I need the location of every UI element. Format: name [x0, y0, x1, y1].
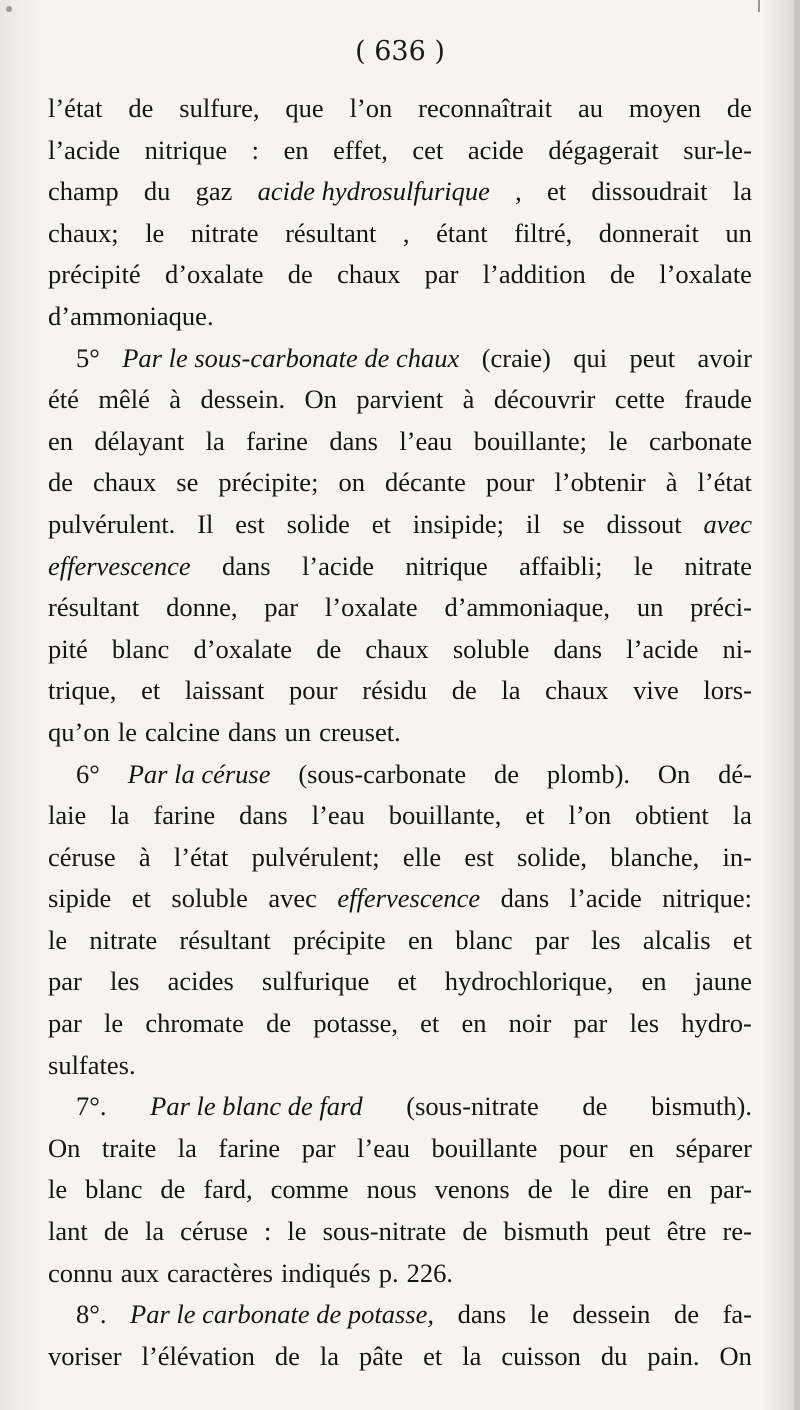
- text-line: pité blanc d’oxalate de chaux soluble dans l’acide ni-: [48, 633, 752, 664]
- italic-term: effervescence: [337, 883, 481, 914]
- body-text: [48, 88, 752, 1377]
- italic-term: Par le carbonate de potasse,: [130, 1299, 435, 1330]
- text-line: connu aux caractères indiqués p. 226.: [48, 1257, 453, 1288]
- text-line: trique, et laissant pour résidu de la chaux vive lors-: [48, 675, 752, 706]
- italic-term: Par la céruse: [127, 758, 271, 789]
- text-line: 5° Par le sous-carbonate de chaux (craie) qui peut avoir: [48, 338, 752, 380]
- text-line: sipide et soluble avec effervescence dans l’acide nitrique:: [48, 878, 752, 920]
- text-line: 8°. Par le carbonate de potasse, dans le dessein de fa-: [48, 1294, 752, 1336]
- italic-term: Par le blanc de fard: [150, 1091, 363, 1122]
- italic-term: effervescence: [48, 550, 191, 581]
- text-line: chaux; le nitrate résultant , étant filtré, donnerait un: [48, 217, 752, 248]
- text-line: le nitrate résultant précipite en blanc par les alcalis et: [48, 924, 752, 955]
- text-line: par le chromate de potasse, et en noir par les hydro-: [48, 1008, 752, 1039]
- text-line: On traite la farine par l’eau bouillante pour en séparer: [48, 1132, 752, 1163]
- text-line: précipité d’oxalate de chaux par l’addition de l’oxalate: [48, 259, 752, 290]
- italic-term: acide hydrosulfurique: [257, 176, 490, 207]
- text-line: pulvérulent. Il est solide et insipide; il se dissout avec: [48, 504, 752, 546]
- text-line: l’état de sulfure, que l’on reconnaîtrait au moyen de: [48, 93, 752, 123]
- text-line: effervescence dans l’acide nitrique affaibli; le nitrate: [48, 546, 752, 588]
- italic-term: avec: [703, 508, 752, 539]
- text-line: le blanc de fard, comme nous venons de le dire en par-: [48, 1174, 752, 1205]
- text-line: voriser l’élévation de la pâte et la cuisson du pain. On: [48, 1340, 752, 1371]
- text-line: champ du gaz acide hydrosulfurique , et dissoudrait la: [48, 171, 752, 213]
- italic-term: Par le sous-carbonate de chaux: [122, 342, 460, 373]
- text-line: résultant donne, par l’oxalate d’ammoniaque, un préci-: [48, 592, 752, 623]
- text-line: en délayant la farine dans l’eau bouillante; le carbonate: [48, 425, 752, 456]
- text-line: céruse à l’état pulvérulent; elle est solide, blanche, in-: [48, 841, 752, 872]
- text-line: 6° Par la céruse (sous-carbonate de plomb). On dé-: [48, 754, 752, 796]
- text-line: d’ammoniaque.: [48, 300, 214, 331]
- page-edge: [794, 0, 800, 1410]
- text-line: de chaux se précipite; on décante pour l’obtenir à l’état: [48, 467, 752, 498]
- text-line: 7°. Par le blanc de fard (sous-nitrate de bismuth).: [48, 1086, 752, 1128]
- text-line: l’acide nitrique : en effet, cet acide dégagerait sur-le-: [48, 134, 752, 165]
- text-line: qu’on le calcine dans un creuset.: [48, 716, 401, 747]
- paper-spot: [6, 6, 12, 12]
- page-number: ( 636 ): [355, 36, 445, 67]
- text-line: lant de la céruse : le sous-nitrate de bismuth peut être re-: [48, 1216, 752, 1247]
- paper-mark: [758, 0, 760, 12]
- text-line: sulfates.: [48, 1049, 136, 1080]
- text-line: par les acides sulfurique et hydrochlorique, en jaune: [48, 966, 752, 997]
- text-line: été mêlé à dessein. On parvient à découvrir cette fraude: [48, 384, 752, 415]
- text-line: laie la farine dans l’eau bouillante, et l’on obtient la: [48, 800, 752, 831]
